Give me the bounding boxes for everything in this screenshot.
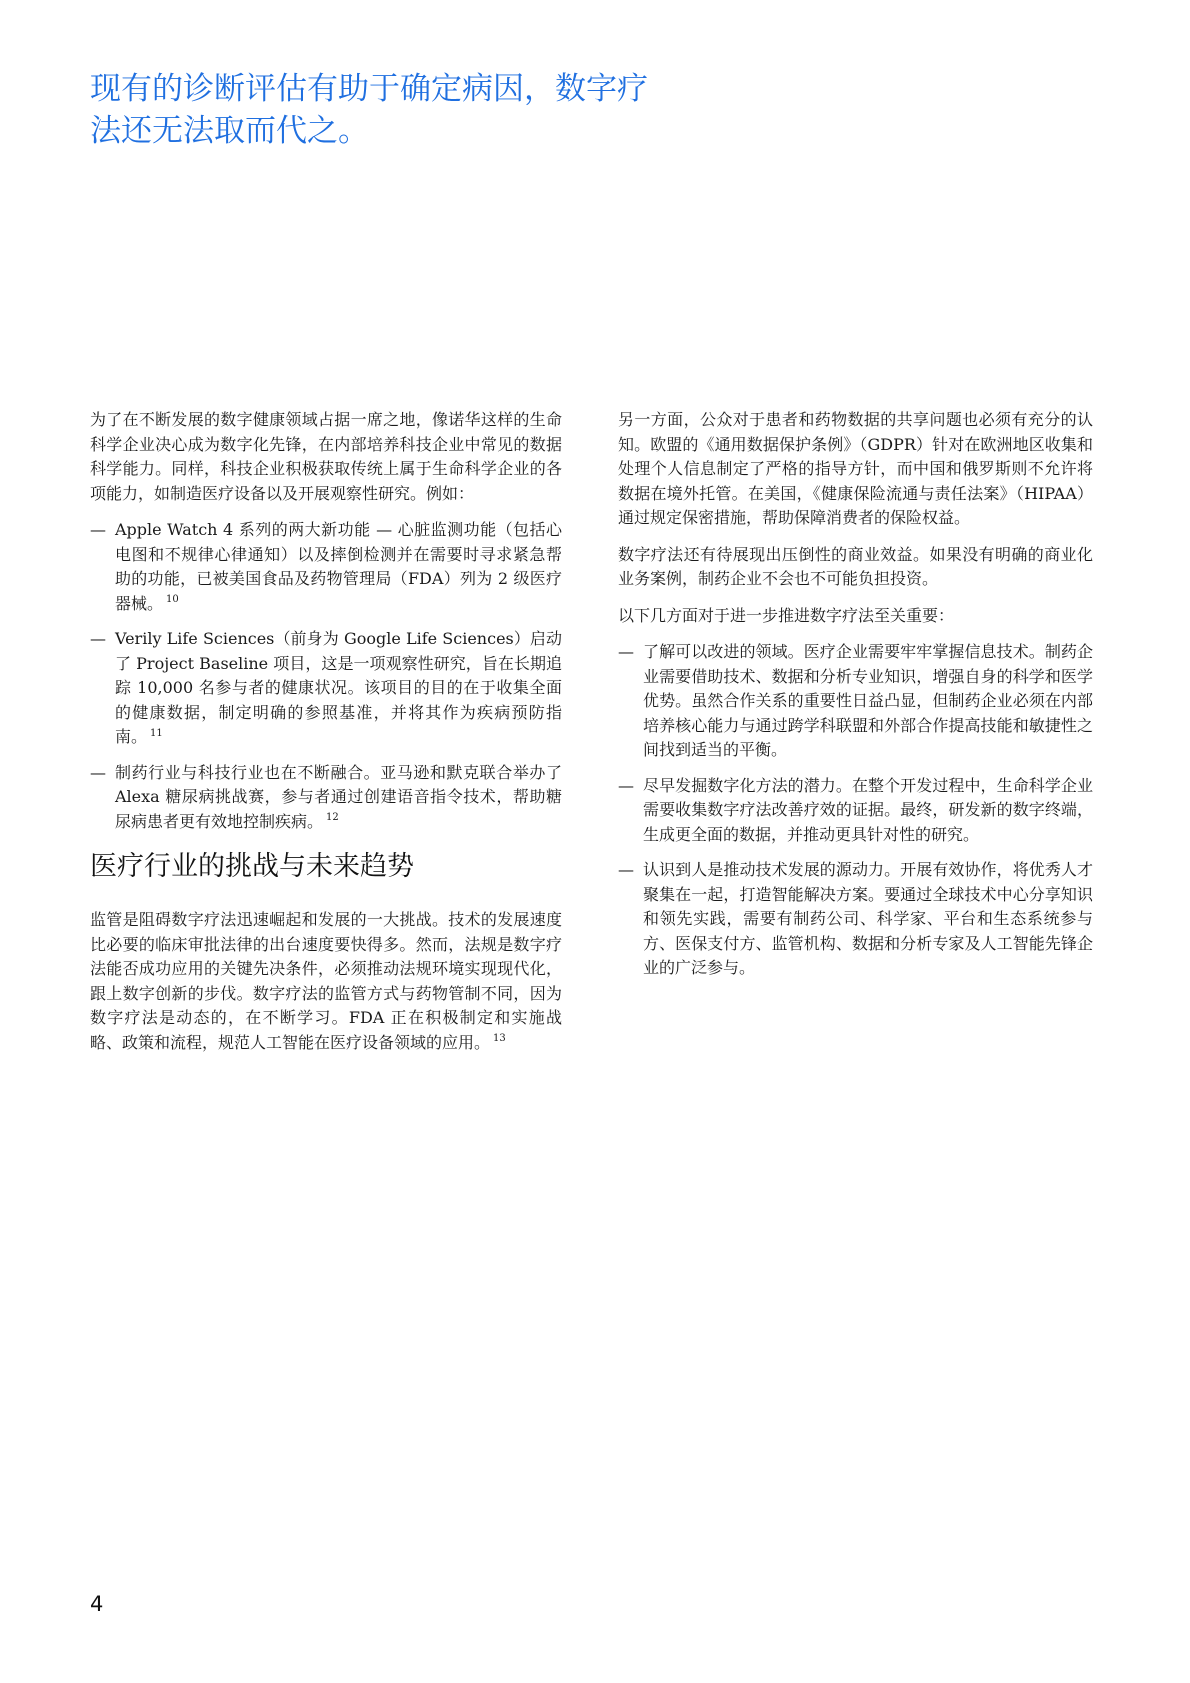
- page-title: 现有的诊断评估有助于确定病因，数字疗法还无法取而代之。: [90, 71, 648, 149]
- dash-bullet: —: [90, 520, 106, 539]
- paragraph-data-sharing: 另一方面，公众对于患者和药物数据的共享问题也必须有充分的认知。欧盟的《通用数据保护条例》（GDPR）针对在欧洲地区收集和处理个人信息制定了严格的指导方针，而中国和俄罗斯则不允许将数据在境外托管。在美国，《健康保险流通与责任法案》（HIPAA）通过规定保密措施，帮助保障消费者的保险权益。: [618, 410, 1093, 527]
- footnote-ref: 10: [166, 594, 179, 606]
- list-item-text: Verily Life Sciences（前身为 Google Life Sciences）启动了 Project Baseline 项目，这是一项观察性研究，旨在长期追踪 10,000 名参与者的健康状况。该项目的目的在于收集全面的健康数据，制定明确的参照基准，并将其作为疾病预防指南。: [115, 629, 562, 746]
- right-column: [618, 408, 1093, 992]
- section-paragraph-text: 监管是阻碍数字疗法迅速崛起和发展的一大挑战。技术的发展速度比必要的临床审批法律的出台速度要快得多。然而，法规是数字疗法能否成功应用的关键先决条件，必须推动法规环境实现现代化，跟上数字创新的步伐。数字疗法的监管方式与药物管制不同，因为数字疗法是动态的，在不断学习。FDA 正在积极制定和实施战略、政策和流程，规范人工智能在医疗设备领域的应用。: [90, 910, 562, 1052]
- list-item-text: 认识到人是推动技术发展的源动力。开展有效协作，将优秀人才聚集在一起，打造智能解决方案。要通过全球技术中心分享知识和领先实践，需要有制药公司、科学家、平台和生态系统参与方、医保支付方、监管机构、数据和分析专家及人工智能先锋企业的广泛参与。: [643, 860, 1093, 977]
- list-item: [90, 761, 562, 835]
- right-bullet-list: [618, 640, 1093, 981]
- list-item: [618, 858, 1093, 981]
- list-item: [90, 627, 562, 750]
- list-item: [618, 774, 1093, 848]
- footnote-ref: 13: [493, 1033, 506, 1045]
- dash-bullet: —: [618, 642, 634, 661]
- list-item-text: 尽早发掘数字化方法的潜力。在整个开发过程中，生命科学企业需要收集数字疗法改善疗效的证据。最终，研发新的数字终端，生成更全面的数据，并推动更具针对性的研究。: [643, 775, 1093, 844]
- paragraph-commercial-value: 数字疗法还有待展现出压倒性的商业效益。如果没有明确的商业化业务案例，制药企业不会也不可能负担投资。: [618, 544, 1093, 588]
- list-item-text: 了解可以改进的领域。医疗企业需要牢牢掌握信息技术。制药企业需要借助技术、数据和分析专业知识，增强自身的科学和医学优势。虽然合作关系的重要性日益凸显，但制药企业必须在内部培养核心能力与通过跨学科联盟和外部合作提高技能和敏捷性之间找到适当的平衡。: [643, 642, 1093, 759]
- dash-bullet: —: [618, 860, 634, 879]
- dash-bullet: —: [618, 775, 634, 795]
- dash-bullet: —: [90, 762, 106, 782]
- intro-paragraph: 为了在不断发展的数字健康领域占据一席之地，像诺华这样的生命科学企业决心成为数字化先锋，在内部培养科技企业中常见的数据科学能力。同样，科技企业积极获取传统上属于生命科学企业的各项能力，如制造医疗设备以及开展观察性研究。例如：: [90, 410, 562, 503]
- page-number: 4: [90, 1592, 104, 1616]
- dash-bullet: —: [90, 629, 106, 648]
- footnote-ref: 11: [150, 727, 163, 739]
- left-column: [90, 408, 562, 1067]
- section-heading: 医疗行业的挑战与未来趋势: [90, 851, 414, 882]
- section-paragraph: [90, 908, 562, 1055]
- list-item: [618, 640, 1093, 763]
- list-item-text: 制药行业与科技行业也在不断融合。亚马逊和默克联合举办了 Alexa 糖尿病挑战赛，参与者通过创建语音指令技术，帮助糖尿病患者更有效地控制疾病。: [115, 762, 562, 831]
- list-item-text: Apple Watch 4 系列的两大新功能 — 心脏监测功能（包括心电图和不规律心律通知）以及摔倒检测并在需要时寻求紧急帮助的功能，已被美国食品及药物管理局（FDA）列为 2 级医疗器械。: [115, 520, 562, 613]
- footnote-ref: 12: [326, 812, 339, 824]
- paragraph-list-intro: 以下几方面对于进一步推进数字疗法至关重要：: [618, 605, 955, 625]
- left-bullet-list: [90, 518, 562, 834]
- list-item: [90, 518, 562, 616]
